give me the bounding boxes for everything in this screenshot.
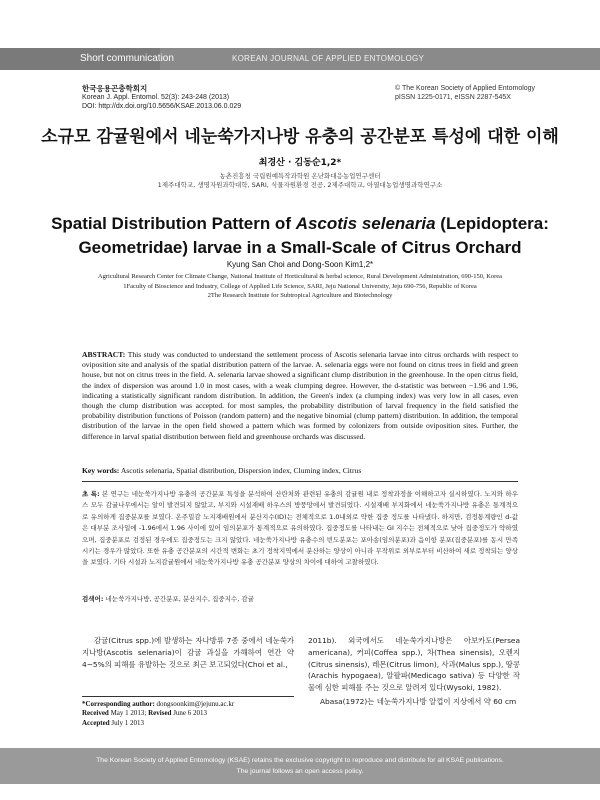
affiliations-english bbox=[60, 272, 540, 301]
section-divider bbox=[82, 481, 518, 482]
abstract-ko-label: 초 록: bbox=[82, 490, 100, 498]
body-right-paragraph-1: 2011b). 외국에서도 네눈쑥가지나방은 아보카도(Persea americana), 커피(Coffea spp.), 차(Thea sinensis), 오렌지(Citrus sinensis), 레몬(Citrus limon), 사과(Malus spp.), 땅콩(Arachis hypogaea), 알팔파(Medicago sativa) 등 다양한 작물에 심한 피해를 주는 것으로 알려져 있다(Wysoki, 1982). bbox=[308, 636, 520, 693]
copyright-block bbox=[395, 84, 535, 102]
footer-line-2: The journal follows an open access policy. bbox=[236, 768, 364, 775]
accepted-label: Accepted bbox=[82, 718, 110, 727]
journal-header-bar bbox=[0, 48, 600, 70]
section-label: Short communication bbox=[0, 48, 160, 70]
affiliations-korean bbox=[0, 172, 600, 190]
keywords-ko-text: 네눈쑥가지나방, 공간분포, 분산지수, 집중지수, 감귤 bbox=[105, 595, 254, 603]
abstract-label: ABSTRACT: bbox=[82, 350, 126, 359]
journal-korean-name: 한국응용곤충학회지 bbox=[82, 84, 148, 93]
affiliation-en-1: Agricultural Research Center for Climate Change, National Institute of Horticultural & herbal science, Rural Development Administration, 690-150, Korea bbox=[97, 273, 503, 280]
revised-label: Revised bbox=[148, 709, 172, 718]
authors-english: Kyung San Choi and Dong-Soon Kim1,2* bbox=[226, 260, 374, 269]
affiliation-ko-1: 농촌진흥청 국립원예특작과학원 온난화대응농업연구센터 bbox=[219, 172, 381, 180]
affiliation-ko-2: 1제주대학교, 생명자원과학대학, SARI, 식물자원환경 전공, 2제주대학교, 아열대농업생명과학연구소 bbox=[157, 181, 443, 189]
affiliation-en-2: 1Faculty of Bioscience and Industry, College of Applied Life Science, SARI, Jeju National University, Jeju 690-756, Republic of Korea bbox=[123, 282, 477, 290]
title-english bbox=[40, 212, 560, 260]
doi-link[interactable]: DOI: http://dx.doi.org/10.5656/KSAE.2013.06.0.029 bbox=[82, 103, 242, 110]
journal-name: KOREAN JOURNAL OF APPLIED ENTOMOLOGY bbox=[232, 54, 425, 63]
body-right-column bbox=[308, 635, 520, 708]
issn-line: pISSN 1225-0171, eISSN 2287-545X bbox=[395, 94, 511, 101]
copyright-footer bbox=[0, 748, 600, 784]
corresponding-label: *Corresponding author: bbox=[82, 700, 155, 708]
title-korean: 소규모 감귤원에서 네눈쑥가지나방 유충의 공간분포 특성에 대한 이해 bbox=[41, 127, 559, 147]
citation-block bbox=[82, 84, 241, 111]
received-date: May 1 2013; bbox=[110, 709, 147, 718]
title-en-pre: Spatial Distribution Pattern of bbox=[51, 214, 296, 233]
keywords-english bbox=[82, 466, 518, 476]
corresponding-email[interactable]: dongsoonkim@jejunu.ac.kr bbox=[156, 700, 235, 708]
copyright-line: © The Korean Society of Applied Entomology bbox=[395, 85, 536, 92]
affiliation-en-3: 2The Research Institute for Subtropical Agriculture and Biotechnology bbox=[207, 292, 393, 299]
accepted-date: July 1 2013 bbox=[111, 718, 145, 727]
abstract-text: This study was conducted to understand the settlement process of Ascotis selenaria larvae into citrus orchards with respect to oviposition site and analysis of the spatial distribution pattern of the larvae. A. selenaria eggs were not found on citrus trees in field and green house, but not on citrus trees in the field. A. selenaria larvae showed a significant clump distribution in the greenhouse. In the open citrus field, the index of dispersion was around 1.0 in most cases, with a weak clumping degree. However, the d-statistic was between −1.96 and 1.96, indicating a statistically significant random distribution. In addition, the Green's index (a clumping index) was very low in all cases, even though the clump distribution was accepted. for most samples, the probability distribution of larval frequency in the field satisfied the probability distribution functions of Poisson (random pattern) and the negative binomial (clump pattern) distribution. In addition, the temporal distribution of the larvae in the open field showed a pattern which was formed by colonizers from outside oviposition sites. Further, the difference in larval spatial distribution between field and greenhouse orchards was discussed. bbox=[82, 350, 518, 441]
keywords-ko-label: 검색어: bbox=[82, 595, 104, 603]
body-right-paragraph-2: Abasa(1972)는 네눈쑥가지나방 알껍이 지상에서 약 60 cm bbox=[320, 696, 517, 706]
keywords-text: Ascotis selenaria, Spatial distribution, Dispersion index, Cluming index, Citrus bbox=[120, 466, 362, 475]
abstract-korean bbox=[82, 489, 518, 569]
title-en-species: Ascotis selenaria bbox=[295, 214, 436, 233]
abstract-ko-text: 본 연구는 네눈쑥가지나방 유충의 공간분포 특성을 분석하여 산란처와 관련된 유충의 감귤원 내로 정착과정을 이해하고자 실시하였다. 노지와 하우스 모두 감귤나무에서는 알이 발견되지 않았고, 부지와 시설재배 하우스의 방풍망에서 발견되었다. 시설재배 부지화에서 네눈쑥가지나방 유충은 통계적으로 유의하게 집중분포를 보였다. 온주밀감 노지재배원에서 분산지수(ID)는 전체적으로 1.0내외로 약한 집중 정도를 나타냈다. 하지만, 검정통계량인 d-값은 대부분 조사일에 -1.96에서 1.96 사이에 있어 임의분포가 통계적으로 유의하였다. 집중정도를 나타내는 GI 지수는 전체적으로 낮아 집중정도가 약하였으며, 집중분포로 검정된 경우에도 집중정도는 크지 않았다. 네눈쑥가지나방 유충수의 빈도분포는 포아송(임의분포)과 음이항 분포(집중분포)를 동시 만족시키는 경우가 많았다. 또한 유충 공간분포의 시간적 변화는 초기 정착지역에서 분산하는 양상이 아니라 무작위로 외부로부터 비산하여 새로 정착되는 양상을 보였다. 기타 시설과 노지감귤원에서 네눈쑥가지나방 유충 공간분포 양상의 차이에 대하여 고찰하였다. bbox=[82, 490, 518, 567]
body-left-column: 감귤(Citrus spp.)에 발생하는 자나방류 7종 중에서 네눈쑥가지나방(Ascotis selenaria)이 감귤 과실을 가해하여 연간 약 4~5%의 피해를 유발하는 것으로 최근 보고되었다(Choi et al., bbox=[82, 636, 294, 669]
correspondence-block bbox=[82, 696, 294, 728]
keywords-label: Key words: bbox=[82, 466, 120, 475]
keywords-korean bbox=[82, 595, 518, 604]
citation-line: Korean J. Appl. Entomol. 52(3): 243-248 (2013) bbox=[82, 94, 230, 101]
authors-korean: 최경산 · 김동순1,2* bbox=[258, 158, 342, 168]
received-label: Received bbox=[82, 709, 109, 718]
abstract-english bbox=[82, 350, 518, 442]
footer-line-1: The Korean Society of Applied Entomology (KSAE) retains the exclusive copyright to reproduce and distribute for all KSAE publications. bbox=[96, 757, 504, 764]
revised-date: June 6 2013 bbox=[173, 709, 208, 718]
title-en-post: (Lepidoptera: Geometridae) larvae in a Small-Scale of Citrus Orchard bbox=[78, 214, 549, 257]
